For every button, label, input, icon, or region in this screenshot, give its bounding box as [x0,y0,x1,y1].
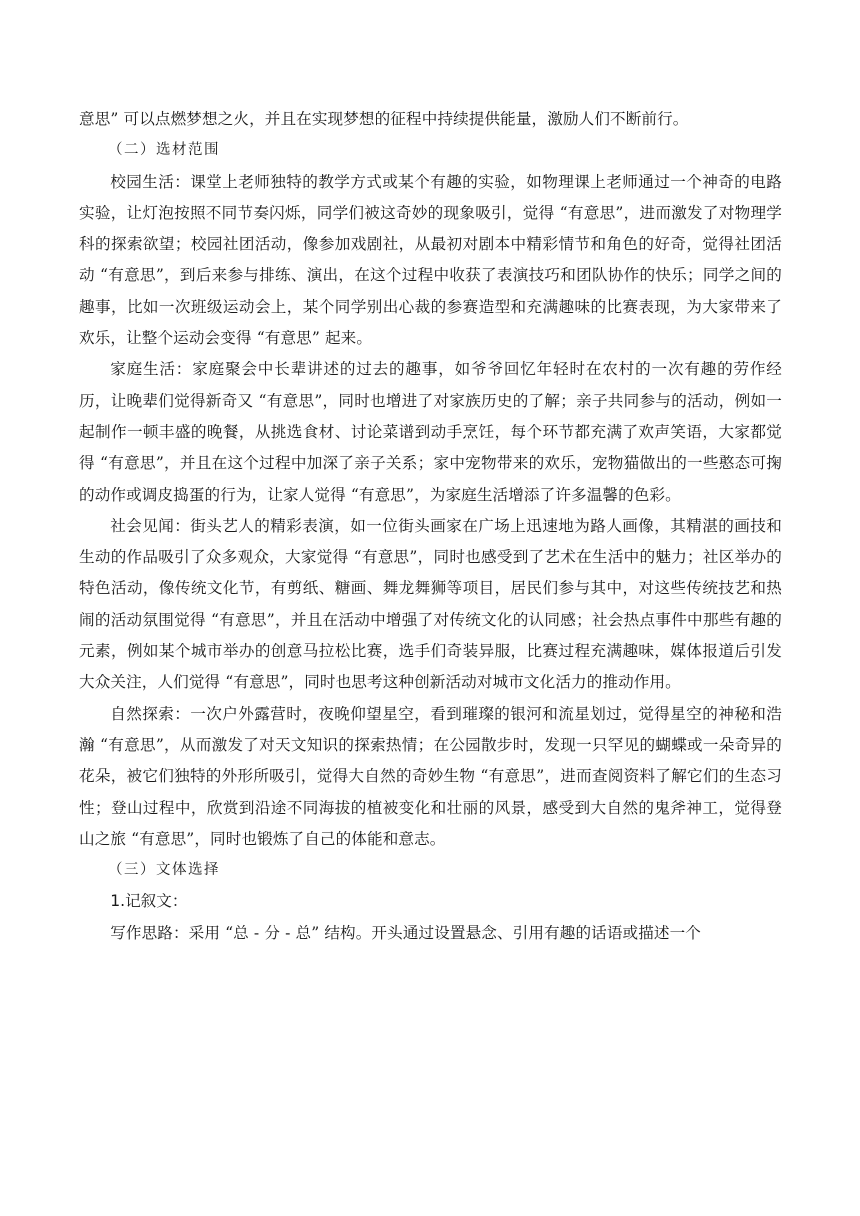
paragraph-school-life: 校园生活：课堂上老师独特的教学方式或某个有趣的实验，如物理课上老师通过一个神奇的电路实验，让灯泡按照不同节奏闪烁，同学们被这奇妙的现象吸引，觉得 “有意思”，进而激发了对物理学科的探索欲望；校园社团活动，像参加戏剧社，从最初对剧本中精彩情节和角色的好奇，觉得社团活动 “有意思”，到后来参与排练、演出，在这个过程中收获了表演技巧和团队协作的快乐；同学之间的趣事，比如一次班级运动会上，某个同学别出心裁的参赛造型和充满趣味的比赛表现，为大家带来了欢乐，让整个运动会变得 “有意思” 起来。 [79,172,782,348]
paragraph-intro-continuation: 意思” 可以点燃梦想之火，并且在实现梦想的征程中持续提供能量，激励人们不断前行。 [79,110,689,128]
section-heading-material-scope: （二）选材范围 [108,142,220,159]
paragraph-family-life: 家庭生活：家庭聚会中长辈讲述的过去的趣事，如爷爷回忆年轻时在农村的一次有趣的劳作经历，让晚辈们觉得新奇又 “有意思”，同时也增进了对家族历史的了解；亲子共同参与的活动，例如一起制作一顿丰盛的晚餐，从挑选食材、讨论菜谱到动手烹饪，每个环节都充满了欢声笑语，大家都觉得 “有意思”，并且在这个过程中加深了亲子关系；家中宠物带来的欢乐，宠物猫做出的一些憨态可掬的动作或调皮捣蛋的行为，让家人觉得 “有意思”，为家庭生活增添了许多温馨的色彩。 [79,360,782,504]
paragraph-writing-approach: 写作思路：采用 “总 - 分 - 总” 结构。开头通过设置悬念、引用有趣的话语或描述一个 [110,923,701,942]
paragraph-social-observation: 社会见闻：街头艺人的精彩表演，如一位街头画家在广场上迅速地为路人画像，其精湛的画技和生动的作品吸引了众多观众，大家觉得 “有意思”，同时也感受到了艺术在生活中的魅力；社区举办的特色活动，像传统文化节，有剪纸、糖画、舞龙舞狮等项目，居民们参与其中，对这些传统技艺和热闹的活动氛围觉得 “有意思”，并且在活动中增强了对传统文化的认同感；社会热点事件中那些有趣的元素，例如某个城市举办的创意马拉松比赛，选手们奇装异服，比赛过程充满趣味，媒体报道后引发大众关注，人们觉得 “有意思”，同时也思考这种创新活动对城市文化活力的推动作用。 [79,516,782,692]
document-body [79,104,782,949]
subheading-narrative: 1.记叙文： [110,892,188,911]
paragraph-nature-exploration: 自然探索：一次户外露营时，夜晚仰望星空，看到璀璨的银河和流星划过，觉得星空的神秘和浩瀚 “有意思”，从而激发了对天文知识的探索热情；在公园散步时，发现一只罕见的蝴蝶或一朵奇异的花朵，被它们独特的外形所吸引，觉得大自然的奇妙生物 “有意思”，进而查阅资料了解它们的生态习性；登山过程中，欣赏到沿途不同海拔的植被变化和壮丽的风景，感受到大自然的鬼斧神工，觉得登山之旅 “有意思”，同时也锻炼了自己的体能和意志。 [79,704,782,848]
section-heading-genre-choice: （三）文体选择 [108,862,220,879]
